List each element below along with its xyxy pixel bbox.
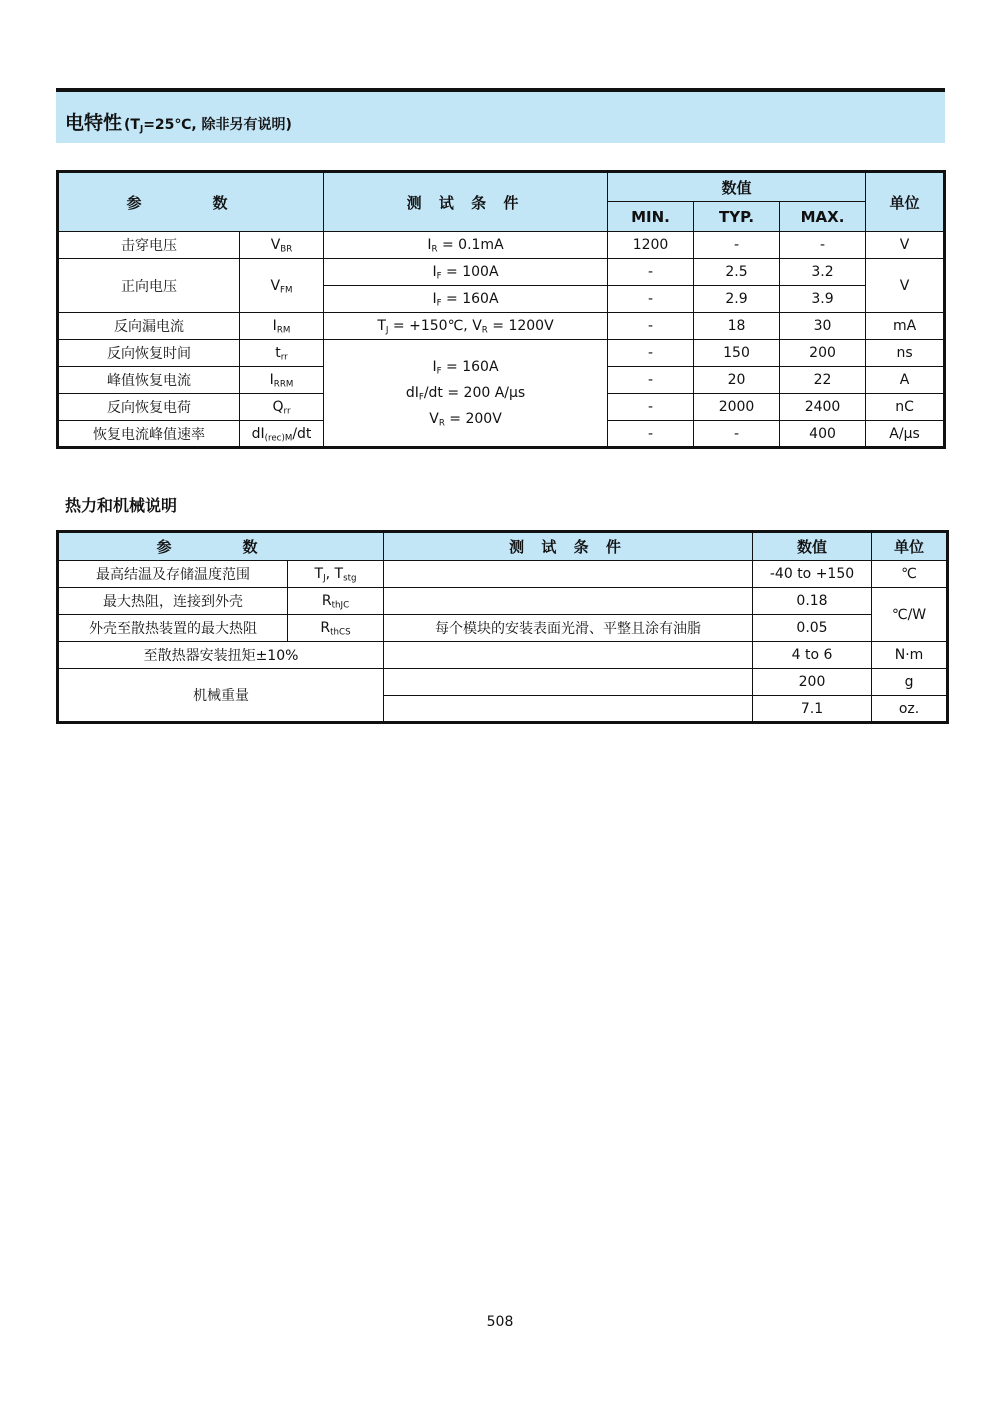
test-condition: $T_J$ = +150℃, $V_R = 1200V$ xyxy=(324,313,608,340)
param-name: 反向漏电流 xyxy=(58,313,240,340)
unit: V xyxy=(866,232,945,259)
header-value: 数值 xyxy=(753,532,872,561)
unit: A xyxy=(866,367,945,394)
header-min: MIN. xyxy=(608,202,694,232)
unit: A/μs xyxy=(866,421,945,448)
header-unit: 单位 xyxy=(866,172,945,232)
test-condition xyxy=(384,669,753,696)
value-typ: 2.5 xyxy=(694,259,780,286)
value-typ: 2000 xyxy=(694,394,780,421)
table-row xyxy=(58,561,948,588)
param-symbol: $I_{RRM}$ xyxy=(240,367,324,394)
value-min: - xyxy=(608,367,694,394)
test-condition: $I_F = 160A$ xyxy=(324,286,608,313)
unit: oz. xyxy=(872,696,948,723)
value-min: - xyxy=(608,313,694,340)
table-row xyxy=(58,232,945,259)
test-condition: $I_F = 100A$ xyxy=(324,259,608,286)
section-title-thermal: 热力和机械说明 xyxy=(65,496,178,515)
cond-line-if: $I_F = 160A$ xyxy=(432,359,499,377)
header-unit: 单位 xyxy=(872,532,948,561)
value: 200 xyxy=(753,669,872,696)
param-name: 反向恢复电荷 xyxy=(58,394,240,421)
unit: mA xyxy=(866,313,945,340)
shared-test-condition xyxy=(324,340,608,448)
test-condition xyxy=(384,642,753,669)
value-max: 3.9 xyxy=(780,286,866,313)
unit: ℃ xyxy=(872,561,948,588)
electrical-characteristics-table xyxy=(56,170,946,449)
param-name: 恢复电流峰值速率 xyxy=(58,421,240,448)
value: 7.1 xyxy=(753,696,872,723)
test-condition xyxy=(384,588,753,615)
param-symbol: $Q_{rr}$ xyxy=(240,394,324,421)
value-typ: 150 xyxy=(694,340,780,367)
param-symbol: $T_J$, $T_{stg}$ xyxy=(288,561,384,588)
section-title: 电特性 ($T_J=25℃$, 除非另有说明) xyxy=(65,112,292,135)
table-row xyxy=(58,340,945,367)
header-typ: TYP. xyxy=(694,202,780,232)
param-symbol: $V_{BR}$ xyxy=(240,232,324,259)
value-max: 200 xyxy=(780,340,866,367)
cond-line-didt: $dI_F/dt = 200$ A/μs xyxy=(405,385,526,403)
thermal-mechanical-table xyxy=(56,530,949,724)
header-test-condition: 测 试 条 件 xyxy=(324,172,608,232)
unit: ℃/W xyxy=(872,588,948,642)
value: -40 to +150 xyxy=(753,561,872,588)
value: 4 to 6 xyxy=(753,642,872,669)
value-max: 3.2 xyxy=(780,259,866,286)
value-max: 22 xyxy=(780,367,866,394)
param-name: 机械重量 xyxy=(58,669,384,723)
unit: V xyxy=(866,259,945,313)
value-typ: - xyxy=(694,232,780,259)
header-max: MAX. xyxy=(780,202,866,232)
value-max: - xyxy=(780,232,866,259)
test-condition: $I_R = 0.1mA$ xyxy=(324,232,608,259)
value-max: 30 xyxy=(780,313,866,340)
value-min: - xyxy=(608,394,694,421)
param-name: 外壳至散热装置的最大热阻 xyxy=(58,615,288,642)
param-name: 至散热器安装扭矩±10% xyxy=(58,642,384,669)
param-symbol: $dI_{(rec)M}/dt$ xyxy=(240,421,324,448)
param-symbol: $R_{thJC}$ xyxy=(288,588,384,615)
param-name: 最高结温及存储温度范围 xyxy=(58,561,288,588)
unit: ns xyxy=(866,340,945,367)
header-values: 数值 xyxy=(608,172,866,202)
value-typ: 20 xyxy=(694,367,780,394)
table-row xyxy=(58,588,948,615)
test-condition: 每个模块的安装表面光滑、平整且涂有油脂 xyxy=(384,615,753,642)
value-typ: 18 xyxy=(694,313,780,340)
param-symbol: $R_{thCS}$ xyxy=(288,615,384,642)
value-max: 400 xyxy=(780,421,866,448)
table-row xyxy=(58,615,948,642)
value: 0.05 xyxy=(753,615,872,642)
param-symbol: $V_{FM}$ xyxy=(240,259,324,313)
unit: g xyxy=(872,669,948,696)
table-row xyxy=(58,669,948,696)
value-min: - xyxy=(608,340,694,367)
value-min: - xyxy=(608,421,694,448)
param-symbol: $t_{rr}$ xyxy=(240,340,324,367)
value: 0.18 xyxy=(753,588,872,615)
value-typ: - xyxy=(694,421,780,448)
section-header-electrical xyxy=(56,88,945,143)
value-typ: 2.9 xyxy=(694,286,780,313)
table-row xyxy=(58,642,948,669)
test-condition xyxy=(384,561,753,588)
header-test-condition: 测 试 条 件 xyxy=(384,532,753,561)
page-number: 508 xyxy=(486,1314,514,1330)
section-condition: ($T_J=25℃$, 除非另有说明) xyxy=(124,117,292,135)
value-min: 1200 xyxy=(608,232,694,259)
cond-line-vr: $V_R = 200V$ xyxy=(429,411,502,429)
param-name: 正向电压 xyxy=(58,259,240,313)
param-name: 最大热阻，连接到外壳 xyxy=(58,588,288,615)
table-row xyxy=(58,259,945,286)
unit: nC xyxy=(866,394,945,421)
param-name: 反向恢复时间 xyxy=(58,340,240,367)
table-row xyxy=(58,313,945,340)
value-min: - xyxy=(608,259,694,286)
test-condition xyxy=(384,696,753,723)
param-name: 峰值恢复电流 xyxy=(58,367,240,394)
value-min: - xyxy=(608,286,694,313)
value-max: 2400 xyxy=(780,394,866,421)
param-name: 击穿电压 xyxy=(58,232,240,259)
param-symbol: $I_{RM}$ xyxy=(240,313,324,340)
header-param: 参 数 xyxy=(58,172,324,232)
unit: N·m xyxy=(872,642,948,669)
header-param: 参 数 xyxy=(58,532,384,561)
